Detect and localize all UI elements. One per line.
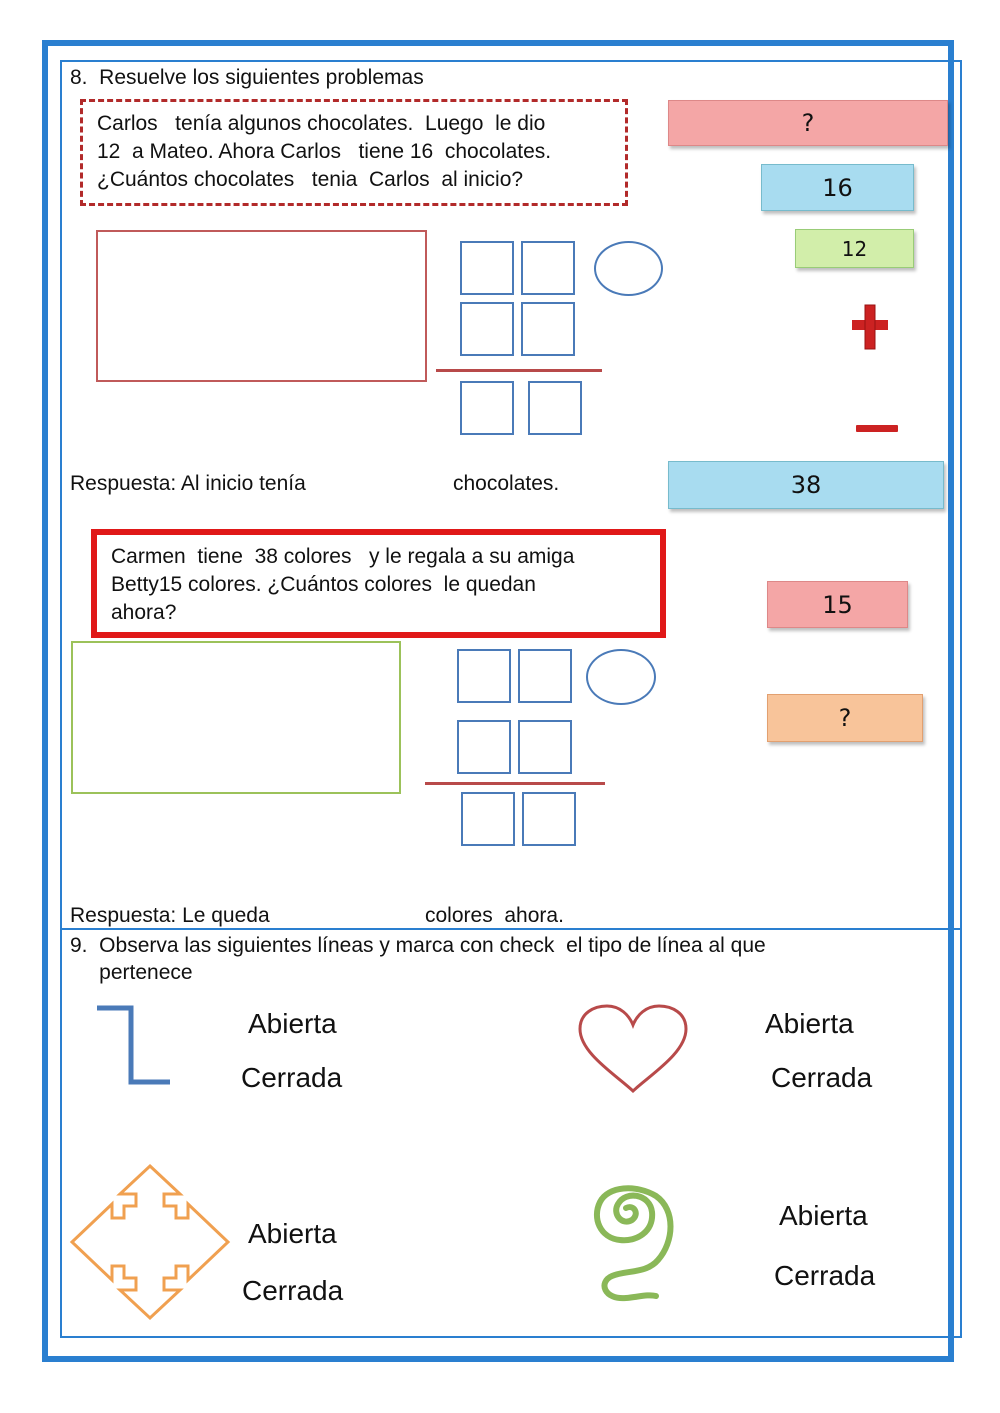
option-abierta[interactable]: Abierta (765, 1008, 854, 1039)
problem-2-drawing-area[interactable] (71, 641, 401, 794)
operator-oval[interactable] (586, 649, 656, 705)
plus-icon[interactable] (850, 303, 890, 351)
answer-2-prefix: Respuesta: Le queda (70, 904, 270, 927)
problem-2-statement (91, 529, 666, 638)
problem-2-line: Betty15 colores. ¿Cuántos colores le quedan (111, 573, 536, 596)
problem-1-line: ¿Cuántos chocolates tenia Carlos al inicio? (97, 168, 524, 191)
operation-digit-box[interactable] (518, 649, 572, 703)
answer-2-suffix: colores ahora. (425, 904, 564, 927)
draggable-tile-38[interactable]: 38 (668, 461, 944, 509)
draggable-tile-16[interactable]: 16 (761, 164, 914, 211)
result-digit-box[interactable] (460, 381, 514, 435)
operation-line (425, 782, 605, 785)
option-cerrada[interactable]: Cerrada (771, 1062, 873, 1093)
open-line-shape (94, 1002, 176, 1088)
heart-shape (576, 1003, 690, 1095)
operation-digit-box[interactable] (521, 241, 575, 295)
operation-digit-box[interactable] (518, 720, 572, 774)
draggable-tile-question-2[interactable]: ? (767, 694, 923, 742)
operator-oval[interactable] (594, 241, 663, 296)
minus-icon[interactable] (854, 422, 900, 436)
problem-1-statement (80, 99, 628, 206)
section-9-title: 9. Observa las siguientes líneas y marca con check el tipo de línea al que (70, 934, 766, 957)
problem-1-line: Carlos tenía algunos chocolates. Luego le dio (97, 112, 546, 135)
section-9-title-cont: pertenece (70, 961, 193, 984)
draggable-tile-question[interactable]: ? (668, 100, 948, 146)
operation-digit-box[interactable] (460, 241, 514, 295)
option-abierta[interactable]: Abierta (248, 1218, 337, 1249)
option-cerrada[interactable]: Cerrada (242, 1275, 344, 1306)
section-8-title: 8. Resuelve los siguientes problemas (70, 66, 424, 89)
option-abierta[interactable]: Abierta (779, 1200, 868, 1231)
operation-digit-box[interactable] (460, 302, 514, 356)
operation-digit-box[interactable] (521, 302, 575, 356)
option-cerrada[interactable]: Cerrada (774, 1260, 876, 1291)
option-cerrada[interactable]: Cerrada (241, 1062, 343, 1093)
operation-digit-box[interactable] (457, 720, 511, 774)
arrow-star-shape (68, 1162, 232, 1322)
operation-line (436, 369, 602, 372)
result-digit-box[interactable] (528, 381, 582, 435)
result-digit-box[interactable] (522, 792, 576, 846)
draggable-tile-15[interactable]: 15 (767, 581, 908, 628)
operation-digit-box[interactable] (457, 649, 511, 703)
answer-1-suffix: chocolates. (453, 472, 560, 495)
problem-2-line: Carmen tiene 38 colores y le regala a su amiga (111, 545, 575, 568)
option-abierta[interactable]: Abierta (248, 1008, 337, 1039)
answer-1-prefix: Respuesta: Al inicio tenía (70, 472, 306, 495)
problem-1-drawing-area[interactable] (96, 230, 427, 382)
problem-2-line: ahora? (111, 601, 177, 624)
spiral-shape (586, 1182, 682, 1304)
result-digit-box[interactable] (461, 792, 515, 846)
problem-1-line: 12 a Mateo. Ahora Carlos tiene 16 chocolates. (97, 140, 552, 163)
draggable-tile-12[interactable]: 12 (795, 229, 914, 268)
